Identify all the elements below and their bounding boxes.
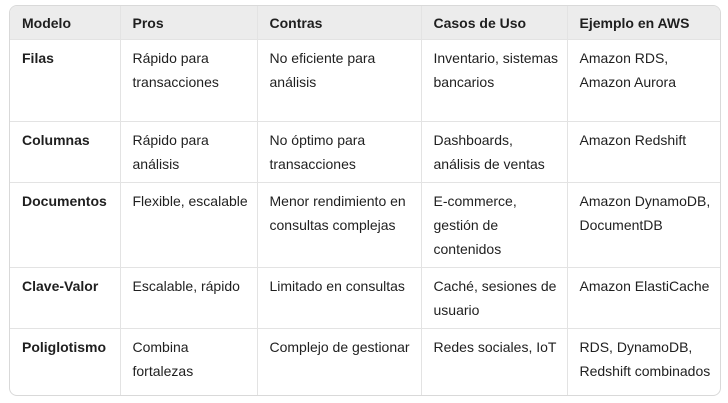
cell-ejemplo-aws: RDS, DynamoDB, Redshift combinados xyxy=(579,338,711,379)
comparison-table xyxy=(10,6,721,396)
cell-contras: Complejo de gestionar xyxy=(257,328,421,396)
cell-casos-de-uso: Caché, sesiones de usuario xyxy=(421,267,567,328)
cell-modelo: Clave-Valor xyxy=(10,267,120,328)
cell-pros: Combina fortalezas xyxy=(120,328,257,396)
table-row xyxy=(10,267,721,328)
cell-pros: Flexible, escalable xyxy=(120,182,257,267)
table-row xyxy=(10,328,721,396)
cell-modelo: Documentos xyxy=(10,182,120,267)
header-modelo: Modelo xyxy=(10,6,120,39)
table-row xyxy=(10,121,721,182)
cell-modelo: Poliglotismo xyxy=(10,328,120,396)
table-row xyxy=(10,39,721,121)
cell-contras: No óptimo para transacciones xyxy=(257,121,421,182)
cell-modelo: Filas xyxy=(10,39,120,121)
table-row xyxy=(10,182,721,267)
cell-ejemplo-aws: Amazon ElastiCache xyxy=(567,267,721,328)
cell-ejemplo-aws: Amazon Redshift xyxy=(567,121,721,182)
cell-contras: No eficiente para análisis xyxy=(257,39,421,121)
header-row xyxy=(10,6,721,39)
cell-pros: Rápido para análisis xyxy=(120,121,257,182)
cell-casos-de-uso: Dashboards, análisis de ventas xyxy=(421,121,567,182)
cell-ejemplo-aws: Amazon DynamoDB, DocumentDB xyxy=(567,182,721,267)
cell-pros: Escalable, rápido xyxy=(120,267,257,328)
table-header xyxy=(10,6,721,39)
cell-pros: Rápido para transacciones xyxy=(120,39,257,121)
comparison-table-container xyxy=(9,5,721,396)
cell-ejemplo-aws: Amazon RDS, Amazon Aurora xyxy=(567,39,721,121)
header-contras: Contras xyxy=(257,6,421,39)
header-pros: Pros xyxy=(120,6,257,39)
cell-casos-de-uso: Inventario, sistemas bancarios xyxy=(421,39,567,121)
cell-casos-de-uso: E-commerce, gestión de contenidos xyxy=(421,182,567,267)
table-body xyxy=(10,39,721,396)
cell-modelo: Columnas xyxy=(10,121,120,182)
header-ejemplo-aws: Ejemplo en AWS xyxy=(567,6,721,39)
cell-contras: Limitado en consultas xyxy=(257,267,421,328)
cell-casos-de-uso: Redes sociales, IoT xyxy=(421,328,567,396)
cell-contras: Menor rendimiento en consultas complejas xyxy=(257,182,421,267)
header-casos-de-uso: Casos de Uso xyxy=(421,6,567,39)
